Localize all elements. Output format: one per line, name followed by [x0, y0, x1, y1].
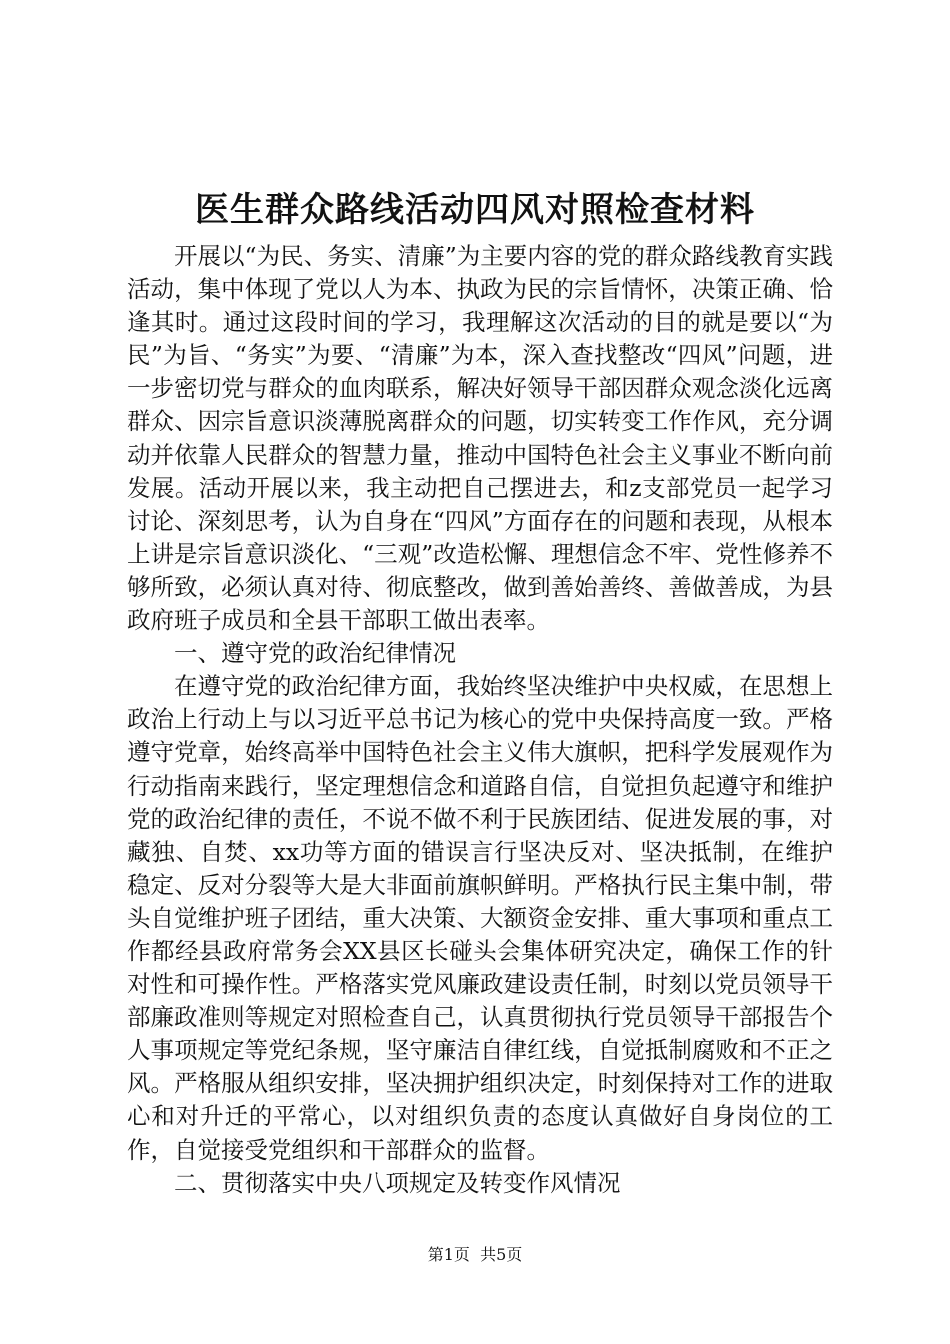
- section-heading-1: 一、遵守党的政治纪律情况: [174, 639, 456, 668]
- intro-paragraph: 开展以“为民、务实、清廉”为主要内容的党的群众路线教育实践活动，集中体现了党以人为本、执政为民的宗旨情怀，决策正确、恰逢其时。通过这段时间的学习，我理解这次活动的目的就是要以“为民”为旨、“务实”为要、“清廉”为本，深入查找整改“四风”问题，进一步密切党与群众的血肉联系，解决好领导干部因群众观念淡化远离群众、因宗旨意识淡薄脱离群众的问题，切实转变工作作风，充分调动并依靠人民群众的智慧力量，推动中国特色社会主义事业不断向前发展。活动开展以来，我主动把自己摆进去，和z支部党员一起学习讨论、深刻思考，认为自身在“四风”方面存在的问题和表现，从根本上讲是宗旨意识淡化、“三观”改造松懈、理想信念不牢、党性修养不够所致，必须认真对待、彻底整改，做到善始善终、善做善成，为县政府班子成员和全县干部职工做出表率。: [127, 242, 833, 635]
- page-number: 第1页: [427, 1245, 470, 1264]
- document-title: 医生群众路线活动四风对照检查材料: [195, 190, 755, 230]
- page-footer: [0, 1244, 950, 1266]
- document-body: [127, 240, 833, 1200]
- page-total: 共5页: [480, 1245, 523, 1264]
- section-1-paragraph: 在遵守党的政治纪律方面，我始终坚决维护中央权威，在思想上政治上行动上与以习近平总书记为核心的党中央保持高度一致。严格遵守党章，始终高举中国特色社会主义伟大旗帜，把科学发展观作为行动指南来践行，坚定理想信念和道路自信，自觉担负起遵守和维护党的政治纪律的责任，不说不做不利于民族团结、促进发展的事，对藏独、自焚、xx功等方面的错误言行坚决反对、坚决抵制，在维护稳定、反对分裂等大是大非面前旗帜鲜明。严格执行民主集中制，带头自觉维护班子团结，重大决策、大额资金安排、重大事项和重点工作都经县政府常务会XX县区长碰头会集体研究决定，确保工作的针对性和可操作性。严格落实党风廉政建设责任制，时刻以党员领导干部廉政准则等规定对照检查自己，认真贯彻执行党员领导干部报告个人事项规定等党纪条规，坚守廉洁自律红线，自觉抵制腐败和不正之风。严格服从组织安排，坚决拥护组织决定，时刻保持对工作的进取心和对升迁的平常心，以对组织负责的态度认真做好自身岗位的工作，自觉接受党组织和干部群众的监督。: [127, 672, 833, 1164]
- section-heading-2: 二、贯彻落实中央八项规定及转变作风情况: [174, 1168, 621, 1197]
